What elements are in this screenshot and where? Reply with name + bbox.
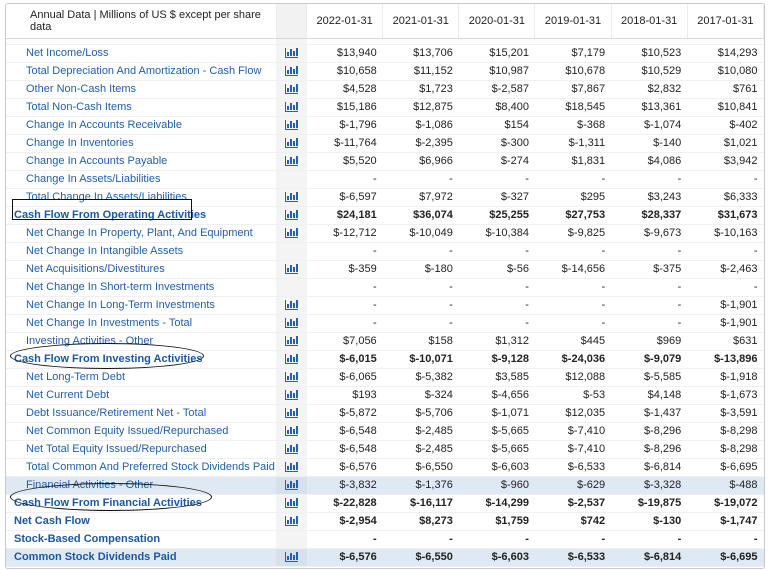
row-value-cell: $-629 — [535, 476, 611, 494]
bar-chart-icon[interactable] — [285, 372, 298, 382]
row-value-cell: $-327 — [459, 188, 535, 206]
row-value-cell: $-5,382 — [383, 368, 459, 386]
row-value-cell: - — [687, 278, 763, 296]
row-label-link[interactable]: Change In Assets/Liabilities — [6, 170, 276, 188]
row-value-cell: $4,086 — [611, 152, 687, 170]
row-value-cell: $10,678 — [535, 62, 611, 80]
row-chart-cell[interactable] — [276, 476, 306, 494]
row-value-cell: - — [383, 314, 459, 332]
row-value-cell: $-6,597 — [307, 188, 383, 206]
row-value-cell: $-2,395 — [383, 134, 459, 152]
row-value-cell: $-488 — [687, 476, 763, 494]
table-row — [6, 80, 764, 98]
bar-chart-icon[interactable] — [285, 48, 298, 58]
table-row — [6, 512, 764, 530]
bar-chart-icon[interactable] — [285, 390, 298, 400]
table-row — [6, 422, 764, 440]
row-value-cell: $-1,901 — [687, 314, 763, 332]
row-value-cell: $10,987 — [459, 62, 535, 80]
row-value-cell: $1,312 — [459, 332, 535, 350]
table-row — [6, 458, 764, 476]
row-value-cell: - — [687, 530, 763, 548]
bar-chart-icon[interactable] — [285, 210, 298, 220]
row-chart-cell[interactable] — [276, 386, 306, 404]
row-value-cell: - — [307, 170, 383, 188]
row-value-cell: $-19,875 — [611, 494, 687, 512]
row-value-cell: $-6,814 — [611, 548, 687, 566]
row-value-cell: $969 — [611, 332, 687, 350]
row-value-cell: $154 — [459, 116, 535, 134]
row-value-cell: $1,723 — [383, 80, 459, 98]
row-value-cell: $-402 — [687, 116, 763, 134]
row-chart-cell[interactable] — [276, 404, 306, 422]
row-chart-cell[interactable] — [276, 458, 306, 476]
row-value-cell: $-1,673 — [687, 386, 763, 404]
table-row — [6, 224, 764, 242]
row-value-cell: $-6,550 — [383, 548, 459, 566]
row-value-cell: - — [611, 530, 687, 548]
annotation-oval — [10, 343, 204, 369]
row-value-cell: $11,152 — [383, 62, 459, 80]
row-value-cell: $18,545 — [535, 98, 611, 116]
row-value-cell: $-368 — [535, 116, 611, 134]
row-label-link[interactable]: Change In Accounts Payable — [6, 152, 276, 170]
row-value-cell: $5,520 — [307, 152, 383, 170]
row-value-cell: $-6,533 — [535, 548, 611, 566]
row-value-cell: $-6,550 — [383, 458, 459, 476]
row-value-cell: - — [611, 296, 687, 314]
row-value-cell: $-9,128 — [459, 350, 535, 368]
row-value-cell: $-24,036 — [535, 350, 611, 368]
row-value-cell: $2,832 — [611, 80, 687, 98]
table-row — [6, 296, 764, 314]
row-value-cell: $7,179 — [535, 44, 611, 62]
table-header-icon-column — [276, 4, 306, 38]
table-header-label: Annual Data | Millions of US $ except per share data — [6, 4, 276, 38]
row-value-cell: $-11,764 — [307, 134, 383, 152]
row-value-cell: $-19,072 — [687, 494, 763, 512]
row-chart-cell[interactable] — [276, 206, 306, 224]
row-value-cell: $-9,079 — [611, 350, 687, 368]
row-value-cell: $-5,585 — [611, 368, 687, 386]
row-value-cell: $-8,298 — [687, 422, 763, 440]
row-chart-cell[interactable] — [276, 80, 306, 98]
row-value-cell: $8,400 — [459, 98, 535, 116]
row-value-cell: $761 — [687, 80, 763, 98]
row-value-cell: - — [383, 296, 459, 314]
row-value-cell: $-359 — [307, 260, 383, 278]
row-value-cell: $-10,071 — [383, 350, 459, 368]
row-value-cell: $-130 — [611, 512, 687, 530]
row-label-link[interactable]: Net Change In Investments - Total — [6, 314, 276, 332]
row-label-link[interactable]: Change In Inventories — [6, 134, 276, 152]
row-value-cell: $-13,896 — [687, 350, 763, 368]
row-label-link[interactable]: Common Stock Dividends Paid — [6, 548, 276, 566]
row-chart-cell[interactable] — [276, 422, 306, 440]
row-value-cell: $631 — [687, 332, 763, 350]
row-value-cell: - — [383, 278, 459, 296]
row-value-cell: $-6,015 — [307, 350, 383, 368]
row-value-cell: - — [307, 242, 383, 260]
row-value-cell: $742 — [535, 512, 611, 530]
table-row — [6, 278, 764, 296]
row-value-cell: $-2,954 — [307, 512, 383, 530]
bar-chart-icon[interactable] — [285, 426, 298, 436]
row-chart-cell[interactable] — [276, 440, 306, 458]
row-value-cell: $-1,311 — [535, 134, 611, 152]
row-value-cell: - — [611, 170, 687, 188]
row-chart-cell[interactable] — [276, 296, 306, 314]
row-value-cell: $6,333 — [687, 188, 763, 206]
row-value-cell: $15,201 — [459, 44, 535, 62]
table-row — [6, 116, 764, 134]
row-chart-cell[interactable] — [276, 494, 306, 512]
row-value-cell: $-9,673 — [611, 224, 687, 242]
row-value-cell: $-8,296 — [611, 422, 687, 440]
row-value-cell: $13,361 — [611, 98, 687, 116]
bar-chart-icon[interactable] — [285, 192, 298, 202]
bar-chart-icon[interactable] — [285, 354, 298, 364]
row-value-cell: $-1,071 — [459, 404, 535, 422]
row-value-cell: - — [459, 242, 535, 260]
table-header-date: 2022-01-31 — [307, 4, 383, 38]
row-value-cell: $-22,828 — [307, 494, 383, 512]
table-header-date: 2021-01-31 — [383, 4, 459, 38]
row-value-cell: $-6,065 — [307, 368, 383, 386]
row-value-cell: - — [459, 296, 535, 314]
row-value-cell: $25,255 — [459, 206, 535, 224]
row-value-cell: $-6,695 — [687, 548, 763, 566]
bar-chart-icon[interactable] — [285, 66, 298, 76]
row-value-cell: $27,753 — [535, 206, 611, 224]
row-chart-cell[interactable] — [276, 332, 306, 350]
row-value-cell: $-10,049 — [383, 224, 459, 242]
row-label-link[interactable]: Net Change In Long-Term Investments — [6, 296, 276, 314]
row-value-cell: $12,035 — [535, 404, 611, 422]
row-value-cell: $-1,074 — [611, 116, 687, 134]
row-label-link[interactable]: Cash Flow From Financial Activities — [6, 494, 276, 512]
row-value-cell: $-180 — [383, 260, 459, 278]
row-value-cell: $-6,533 — [535, 458, 611, 476]
table-row — [6, 404, 764, 422]
table-header-date: 2019-01-31 — [535, 4, 611, 38]
row-value-cell: $-2,463 — [687, 260, 763, 278]
row-value-cell: $-4,656 — [459, 386, 535, 404]
row-value-cell: $-5,872 — [307, 404, 383, 422]
row-value-cell: $-1,086 — [383, 116, 459, 134]
row-value-cell: $-6,603 — [459, 548, 535, 566]
row-chart-cell[interactable] — [276, 224, 306, 242]
row-value-cell: $10,529 — [611, 62, 687, 80]
row-value-cell: $4,148 — [611, 386, 687, 404]
table-row — [6, 386, 764, 404]
table-row — [6, 368, 764, 386]
row-label-link[interactable]: Net Common Equity Issued/Repurchased — [6, 422, 276, 440]
row-value-cell: - — [307, 278, 383, 296]
table-header-date: 2020-01-31 — [459, 4, 535, 38]
row-value-cell: $15,186 — [307, 98, 383, 116]
annotation-oval — [10, 483, 212, 511]
row-value-cell: $-3,328 — [611, 476, 687, 494]
row-value-cell: $-16,117 — [383, 494, 459, 512]
row-value-cell: $4,528 — [307, 80, 383, 98]
table-row — [6, 242, 764, 260]
row-value-cell: $36,074 — [383, 206, 459, 224]
row-value-cell: - — [535, 530, 611, 548]
row-label-link[interactable]: Net Change In Short-term Investments — [6, 278, 276, 296]
bar-chart-icon[interactable] — [285, 264, 298, 274]
row-chart-cell[interactable] — [276, 134, 306, 152]
row-chart-cell — [276, 170, 306, 188]
row-label-link[interactable]: Cash Flow From Investing Activities — [6, 350, 276, 368]
row-value-cell: $-1,796 — [307, 116, 383, 134]
bar-chart-icon[interactable] — [285, 516, 298, 526]
bar-chart-icon[interactable] — [285, 228, 298, 238]
row-value-cell: $-324 — [383, 386, 459, 404]
row-value-cell: $158 — [383, 332, 459, 350]
row-label-link[interactable]: Debt Issuance/Retirement Net - Total — [6, 404, 276, 422]
row-value-cell: $445 — [535, 332, 611, 350]
row-value-cell: $-1,918 — [687, 368, 763, 386]
bar-chart-icon[interactable] — [285, 318, 298, 328]
row-value-cell: $24,181 — [307, 206, 383, 224]
bar-chart-icon[interactable] — [285, 120, 298, 130]
row-value-cell: $12,088 — [535, 368, 611, 386]
row-value-cell: - — [307, 296, 383, 314]
row-value-cell: $12,875 — [383, 98, 459, 116]
row-value-cell: $10,080 — [687, 62, 763, 80]
row-value-cell: $-2,485 — [383, 422, 459, 440]
row-value-cell: $7,056 — [307, 332, 383, 350]
row-value-cell: $-2,587 — [459, 80, 535, 98]
table-header-date: 2018-01-31 — [611, 4, 687, 38]
row-value-cell: - — [611, 242, 687, 260]
row-value-cell: - — [307, 314, 383, 332]
row-value-cell: $-10,163 — [687, 224, 763, 242]
row-value-cell: $-1,437 — [611, 404, 687, 422]
row-chart-cell[interactable] — [276, 116, 306, 134]
row-value-cell: $-7,410 — [535, 440, 611, 458]
bar-chart-icon[interactable] — [285, 84, 298, 94]
bar-chart-icon[interactable] — [285, 156, 298, 166]
row-chart-cell — [276, 242, 306, 260]
row-chart-cell[interactable] — [276, 44, 306, 62]
table-row — [6, 314, 764, 332]
table-row — [6, 44, 764, 62]
row-value-cell: $-375 — [611, 260, 687, 278]
row-value-cell: - — [687, 170, 763, 188]
row-value-cell: $-7,410 — [535, 422, 611, 440]
row-label-link[interactable]: Net Change In Intangible Assets — [6, 242, 276, 260]
row-value-cell: $13,940 — [307, 44, 383, 62]
row-value-cell: - — [535, 314, 611, 332]
row-value-cell: $-14,656 — [535, 260, 611, 278]
row-chart-cell[interactable] — [276, 98, 306, 116]
table-row — [6, 440, 764, 458]
row-value-cell: $-6,603 — [459, 458, 535, 476]
table-row — [6, 152, 764, 170]
row-value-cell: $-8,296 — [611, 440, 687, 458]
row-label-link[interactable]: Net Change In Property, Plant, And Equipment — [6, 224, 276, 242]
row-value-cell: $-960 — [459, 476, 535, 494]
row-value-cell: $-6,576 — [307, 458, 383, 476]
row-value-cell: $-6,814 — [611, 458, 687, 476]
row-value-cell: $3,243 — [611, 188, 687, 206]
row-label-link[interactable]: Change In Accounts Receivable — [6, 116, 276, 134]
row-label-link[interactable]: Total Depreciation And Amortization - Cash Flow — [6, 62, 276, 80]
row-chart-cell[interactable] — [276, 368, 306, 386]
bar-chart-icon[interactable] — [285, 444, 298, 454]
row-value-cell: $-9,825 — [535, 224, 611, 242]
row-chart-cell — [276, 278, 306, 296]
row-label-link[interactable]: Net Current Debt — [6, 386, 276, 404]
row-value-cell: $-5,665 — [459, 422, 535, 440]
row-value-cell: $295 — [535, 188, 611, 206]
row-chart-cell[interactable] — [276, 314, 306, 332]
table-row — [6, 62, 764, 80]
row-value-cell: - — [459, 530, 535, 548]
row-value-cell: - — [307, 530, 383, 548]
bar-chart-icon[interactable] — [285, 462, 298, 472]
row-value-cell: $193 — [307, 386, 383, 404]
bar-chart-icon[interactable] — [285, 552, 298, 562]
row-value-cell: $1,021 — [687, 134, 763, 152]
row-value-cell: - — [383, 530, 459, 548]
row-value-cell: $-2,485 — [383, 440, 459, 458]
row-value-cell: $3,942 — [687, 152, 763, 170]
row-value-cell: - — [687, 242, 763, 260]
row-chart-cell[interactable] — [276, 548, 306, 566]
row-label-link[interactable]: Net Total Equity Issued/Repurchased — [6, 440, 276, 458]
row-value-cell: - — [535, 242, 611, 260]
row-value-cell: $-5,665 — [459, 440, 535, 458]
row-chart-cell[interactable] — [276, 350, 306, 368]
row-value-cell: $-6,576 — [307, 548, 383, 566]
bar-chart-icon[interactable] — [285, 498, 298, 508]
table-row — [6, 134, 764, 152]
row-value-cell: $10,658 — [307, 62, 383, 80]
table-row — [6, 530, 764, 548]
row-value-cell: $28,337 — [611, 206, 687, 224]
annotation-rectangle — [12, 199, 192, 220]
row-label-link[interactable]: Cash Flow From Operating Activities — [6, 206, 276, 224]
row-value-cell: $13,706 — [383, 44, 459, 62]
row-value-cell: $-3,591 — [687, 404, 763, 422]
row-label-link[interactable]: Total Non-Cash Items — [6, 98, 276, 116]
table-header-date: 2017-01-31 — [687, 4, 763, 38]
row-value-cell: $-1,747 — [687, 512, 763, 530]
row-value-cell: $10,841 — [687, 98, 763, 116]
row-value-cell: - — [535, 170, 611, 188]
row-value-cell: $-53 — [535, 386, 611, 404]
row-value-cell: $3,585 — [459, 368, 535, 386]
row-label-link[interactable]: Total Common And Preferred Stock Dividends Paid — [6, 458, 276, 476]
row-value-cell: $-274 — [459, 152, 535, 170]
bar-chart-icon[interactable] — [285, 138, 298, 148]
bar-chart-icon[interactable] — [285, 102, 298, 112]
row-chart-cell[interactable] — [276, 62, 306, 80]
row-label-link[interactable]: Stock-Based Compensation — [6, 530, 276, 548]
row-value-cell: - — [383, 242, 459, 260]
row-label-link[interactable]: Net Long-Term Debt — [6, 368, 276, 386]
row-value-cell: - — [459, 278, 535, 296]
row-value-cell: - — [383, 170, 459, 188]
row-value-cell: $7,972 — [383, 188, 459, 206]
row-value-cell: $-1,901 — [687, 296, 763, 314]
row-label-link[interactable]: Investing Activities - Other — [6, 332, 276, 350]
row-value-cell: $-6,548 — [307, 422, 383, 440]
row-value-cell: $1,759 — [459, 512, 535, 530]
row-label-link[interactable]: Net Acquisitions/Divestitures — [6, 260, 276, 278]
table-row — [6, 260, 764, 278]
row-value-cell: - — [459, 314, 535, 332]
row-value-cell: $-1,376 — [383, 476, 459, 494]
row-value-cell: $-6,695 — [687, 458, 763, 476]
table-header-row — [6, 4, 764, 38]
row-value-cell: $-10,384 — [459, 224, 535, 242]
row-value-cell: $-140 — [611, 134, 687, 152]
row-value-cell: $-12,712 — [307, 224, 383, 242]
row-label-link[interactable]: Total Change In Assets/Liabilities — [6, 188, 276, 206]
row-chart-cell[interactable] — [276, 260, 306, 278]
row-chart-cell[interactable] — [276, 188, 306, 206]
row-label-link[interactable]: Financial Activities - Other — [6, 476, 276, 494]
row-label-link[interactable]: Other Non-Cash Items — [6, 80, 276, 98]
table-row — [6, 548, 764, 566]
row-label-link[interactable]: Net Cash Flow — [6, 512, 276, 530]
bar-chart-icon[interactable] — [285, 480, 298, 490]
row-label-link[interactable]: Net Income/Loss — [6, 44, 276, 62]
row-value-cell: $6,966 — [383, 152, 459, 170]
bar-chart-icon[interactable] — [285, 300, 298, 310]
bar-chart-icon[interactable] — [285, 336, 298, 346]
row-chart-cell — [276, 530, 306, 548]
row-value-cell: $-300 — [459, 134, 535, 152]
row-value-cell: - — [535, 296, 611, 314]
bar-chart-icon[interactable] — [285, 408, 298, 418]
table-row — [6, 170, 764, 188]
row-value-cell: - — [611, 278, 687, 296]
row-value-cell: $-8,298 — [687, 440, 763, 458]
row-value-cell: $-2,537 — [535, 494, 611, 512]
row-value-cell: $1,831 — [535, 152, 611, 170]
row-value-cell: - — [459, 170, 535, 188]
row-value-cell: $10,523 — [611, 44, 687, 62]
row-value-cell: $8,273 — [383, 512, 459, 530]
table-row — [6, 98, 764, 116]
row-value-cell: $7,867 — [535, 80, 611, 98]
row-value-cell: $-6,548 — [307, 440, 383, 458]
row-chart-cell[interactable] — [276, 512, 306, 530]
row-value-cell: $-5,706 — [383, 404, 459, 422]
row-value-cell: $-14,299 — [459, 494, 535, 512]
row-value-cell: $31,673 — [687, 206, 763, 224]
row-value-cell: - — [535, 278, 611, 296]
row-value-cell: $-3,832 — [307, 476, 383, 494]
row-value-cell: $14,293 — [687, 44, 763, 62]
row-chart-cell[interactable] — [276, 152, 306, 170]
row-value-cell: - — [611, 314, 687, 332]
row-value-cell: $-56 — [459, 260, 535, 278]
